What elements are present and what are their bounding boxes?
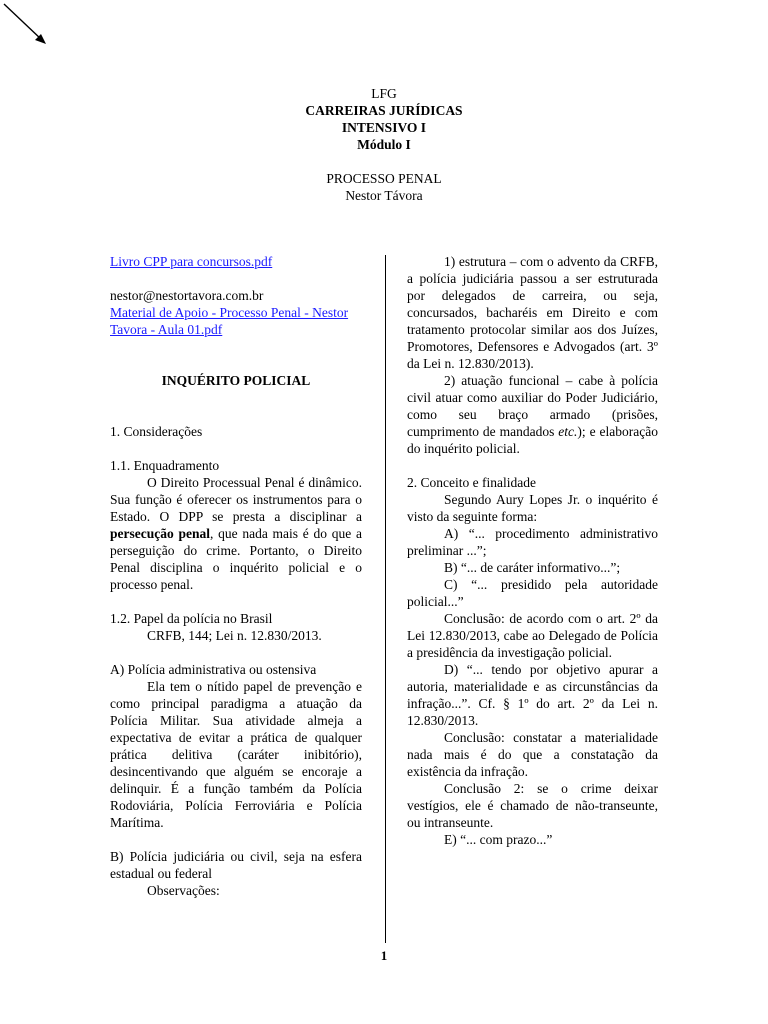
term-persecucao-penal: persecução penal bbox=[110, 526, 210, 541]
left-column bbox=[110, 253, 362, 899]
heading-policia-administrativa: A) Polícia administrativa ou ostensiva bbox=[110, 662, 317, 677]
header-program: CARREIRAS JURÍDICAS bbox=[305, 103, 463, 118]
item-atuacao-funcional: 2) atuação funcional – cabe à polícia civil atuar como auxiliar do Poder Judiciário, como seu braço armado (prisões, cumprimento de mandados etc.); e elaboração do inquérito policial. bbox=[407, 373, 658, 456]
section-title: INQUÉRITO POLICIAL bbox=[161, 373, 311, 388]
subject-title: PROCESSO PENAL bbox=[326, 171, 442, 186]
email-address: nestor@nestortavora.com.br bbox=[110, 288, 264, 303]
conclusion-1: Conclusão: de acordo com o art. 2º da Lei 12.830/2013, cabe ao Delegado de Polícia a presidência da investigação policial. bbox=[407, 611, 658, 660]
header-course: INTENSIVO I bbox=[341, 120, 427, 135]
heading-consideracoes: 1. Considerações bbox=[110, 424, 203, 439]
quote-c: C) “... presidido pela autoridade policial...” bbox=[407, 577, 658, 609]
heading-papel-policia: 1.2. Papel da polícia no Brasil bbox=[110, 611, 273, 626]
corner-arrow-icon bbox=[0, 0, 60, 55]
conclusion-2: Conclusão 2: se o crime deixar vestígios, ele é chamado de não-transeunte, ou intranseunte. bbox=[407, 781, 658, 830]
document-header bbox=[0, 85, 768, 153]
column-divider bbox=[385, 255, 386, 943]
heading-enquadramento: 1.1. Enquadramento bbox=[110, 458, 220, 473]
paragraph-policia-administrativa: Ela tem o nítido papel de prevenção e como principal paradigma a atuação da Polícia Militar. Sua atividade almeja a expectativa de evitar a prática de qualquer prática delitiva (caráter inibitório), desincentivando que alguém se encoraje a delinquir. É a função também da Polícia Rodoviária, Polícia Ferroviária e Polícia Marítima. bbox=[110, 679, 362, 830]
item-estrutura: 1) estrutura – com o advento da CRFB, a polícia judiciária passou a ser estruturada por delegados de carreira, ou seja, concursados, bacharéis em Direito e com tratamento protocolar similar aos dos Juízes, Promotores, Defensores e Advogados (art. 3º da Lei n. 12.830/2013). bbox=[407, 254, 658, 371]
observacoes-label: Observações: bbox=[147, 883, 220, 898]
quote-e: E) “... com prazo...” bbox=[444, 832, 553, 847]
paragraph-legal-reference: CRFB, 144; Lei n. 12.830/2013. bbox=[147, 628, 322, 643]
book-pdf-link[interactable]: Livro CPP para concursos.pdf bbox=[110, 254, 273, 269]
subject-author: Nestor Távora bbox=[345, 188, 423, 203]
page-number: 1 bbox=[380, 948, 388, 963]
conclusion-materialidade: Conclusão: constatar a materialidade nada mais é do que a constatação da existência da infração. bbox=[407, 730, 658, 779]
quote-b: B) “... de caráter informativo...”; bbox=[444, 560, 621, 575]
support-material-link[interactable]: Material de Apoio - Processo Penal - Nestor Tavora - Aula 01.pdf bbox=[110, 305, 349, 337]
heading-conceito-finalidade: 2. Conceito e finalidade bbox=[407, 475, 536, 490]
subject-block bbox=[0, 170, 768, 204]
quote-a: A) “... procedimento administrativo preliminar ...”; bbox=[407, 526, 658, 558]
header-module: Módulo I bbox=[357, 137, 411, 152]
quote-d: D) “... tendo por objetivo apurar a autoria, materialidade e as circunstâncias da infração...”. Cf. § 1º do art. 2º da Lei n. 12.830/2013. bbox=[407, 662, 658, 728]
heading-policia-judiciaria: B) Polícia judiciária ou civil, seja na esfera estadual ou federal bbox=[110, 849, 362, 881]
paragraph-aury-lopes: Segundo Aury Lopes Jr. o inquérito é visto da seguinte forma: bbox=[407, 492, 658, 524]
paragraph-direito-processual: O Direito Processual Penal é dinâmico. Sua função é oferecer os instrumentos para o Estado. O DPP se presta a disciplinar a persecução penal, que nada mais é do que a perseguição do crime. Portanto, o Direito Penal disciplina o inquérito policial e o processo penal. bbox=[110, 475, 362, 592]
header-org: LFG bbox=[371, 86, 397, 101]
right-column bbox=[407, 253, 658, 848]
